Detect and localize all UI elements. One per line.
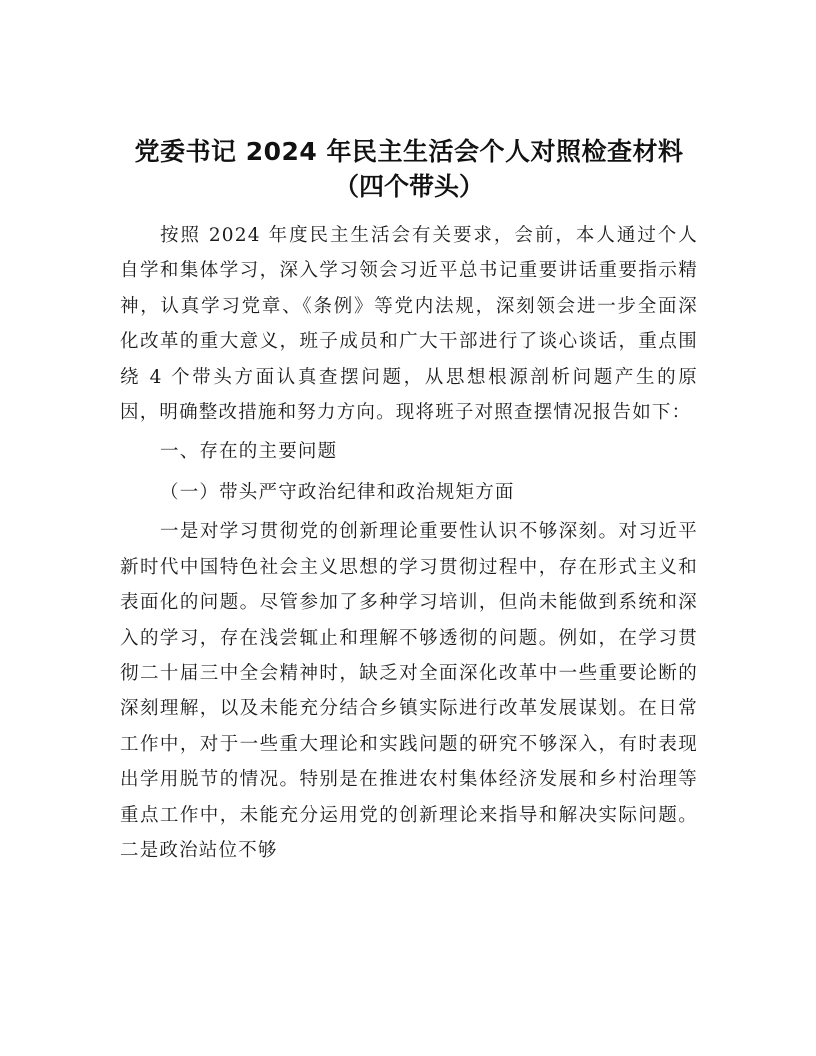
document-title: 党委书记 2024 年民主生活会个人对照检查材料 xyxy=(134,137,684,166)
document-page xyxy=(120,136,698,869)
document-subtitle: （四个带头） xyxy=(333,172,484,201)
intro-paragraph: 按照 2024 年度民主生活会有关要求，会前，本人通过个人自学和集体学习，深入学习领会习近平总书记重要讲话重要指示精神，认真学习党章、《条例》等党内法规，深刻领会进一步全面深化改革的重大意义，班子成员和广大干部进行了谈心谈话，重点围绕 4 个带头方面认真查摆问题，从思想根源剖析问题产生的原因，明确整改措施和努力方向。现将班子对照查摆情况报告如下： xyxy=(120,225,698,424)
document-body xyxy=(120,218,698,869)
body-paragraph: 一是对学习贯彻党的创新理论重要性认识不够深刻。对习近平新时代中国特色社会主义思想的学习贯彻过程中，存在形式主义和表面化的问题。尽管参加了多种学习培训，但尚未能做到系统和深入的学习，存在浅尝辄止和理解不够透彻的问题。例如，在学习贯彻二十届三中全会精神时，缺乏对全面深化改革中一些重要论断的深刻理解，以及未能充分结合乡镇实际进行改革发展谋划。在日常工作中，对于一些重大理论和实践问题的研究不够深入，有时表现出学用脱节的情况。特别是在推进农村集体经济发展和乡村治理等重点工作中，未能充分运用党的创新理论来指导和解决实际问题。二是政治站位不够 xyxy=(120,521,698,862)
section-heading: 一、存在的主要问题 xyxy=(160,441,338,463)
subsection-heading: （一）带头严守政治纪律和政治规矩方面 xyxy=(160,482,515,504)
